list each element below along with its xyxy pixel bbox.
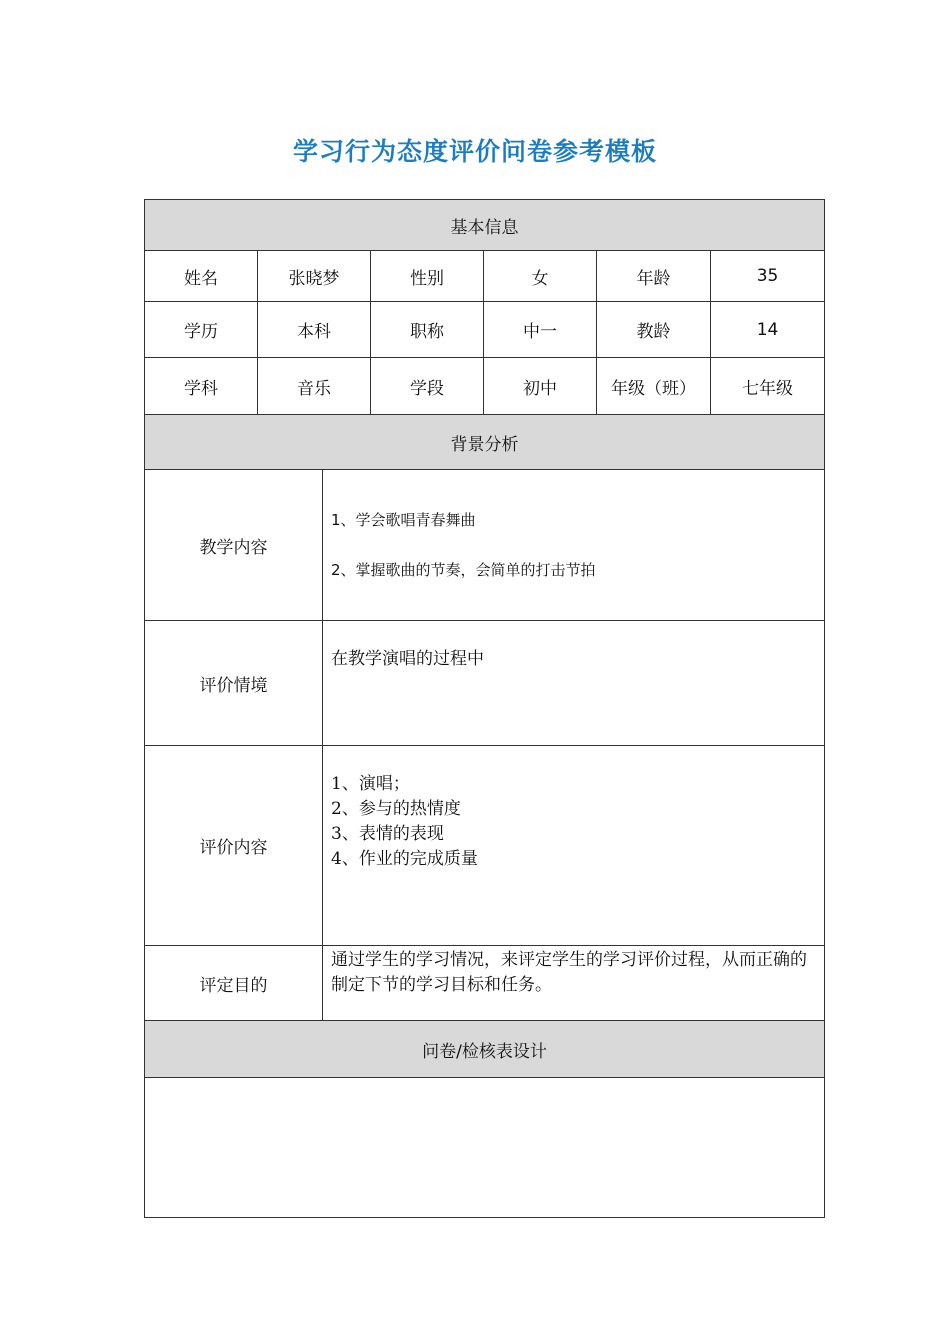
table-row [145,746,825,946]
value-subject: 音乐 [258,358,371,415]
teaching-content-line-2: 2、掌握歌曲的节奏，会简单的打击节拍 [331,561,596,579]
value-title: 中一 [484,302,597,358]
value-education: 本科 [258,302,371,358]
label-teaching-years: 教龄 [597,302,711,358]
section-header-background: 背景分析 [145,415,825,470]
eval-content-line-1: 1、演唱； [331,774,410,794]
label-education: 学历 [145,302,258,358]
eval-purpose-cell [323,946,825,1021]
label-eval-purpose: 评定目的 [145,946,323,1021]
value-gender: 女 [484,251,597,302]
value-name: 张晓梦 [258,251,371,302]
label-stage: 学段 [371,358,484,415]
section-header-questionnaire-design: 问卷/检核表设计 [145,1021,825,1078]
table-row [145,621,825,746]
teaching-content-cell [323,470,825,621]
table-row [145,470,825,621]
table-row [145,946,825,1021]
table-row [145,358,825,415]
document-title: 学习行为态度评价问卷参考模板 [292,137,657,166]
teaching-content-line-1: 1、学会歌唱青春舞曲 [331,511,476,529]
label-title: 职称 [371,302,484,358]
evaluation-form-table [144,199,824,1218]
label-eval-context: 评价情境 [145,621,323,746]
label-name: 姓名 [145,251,258,302]
table-row [145,302,825,358]
eval-content-cell [323,746,825,946]
eval-content-line-3: 3、表情的表现 [331,824,444,844]
questionnaire-design-area [145,1078,825,1218]
label-age: 年龄 [597,251,711,302]
label-gender: 性别 [371,251,484,302]
value-grade: 七年级 [711,358,825,415]
eval-purpose-text: 通过学生的学习情况，来评定学生的学习评价过程，从而正确的制定下节的学习目标和任务。 [331,950,807,995]
label-subject: 学科 [145,358,258,415]
eval-context-cell [323,621,825,746]
label-eval-content: 评价内容 [145,746,323,946]
value-teaching-years: 14 [711,302,825,358]
value-age: 35 [711,251,825,302]
table-row [145,251,825,302]
label-teaching-content: 教学内容 [145,470,323,621]
eval-context-text: 在教学演唱的过程中 [331,649,484,669]
eval-content-line-2: 2、参与的热情度 [331,799,461,819]
label-grade: 年级（班） [597,358,711,415]
value-stage: 初中 [484,358,597,415]
section-header-basic-info: 基本信息 [145,200,825,251]
eval-content-line-4: 4、作业的完成质量 [331,849,478,869]
